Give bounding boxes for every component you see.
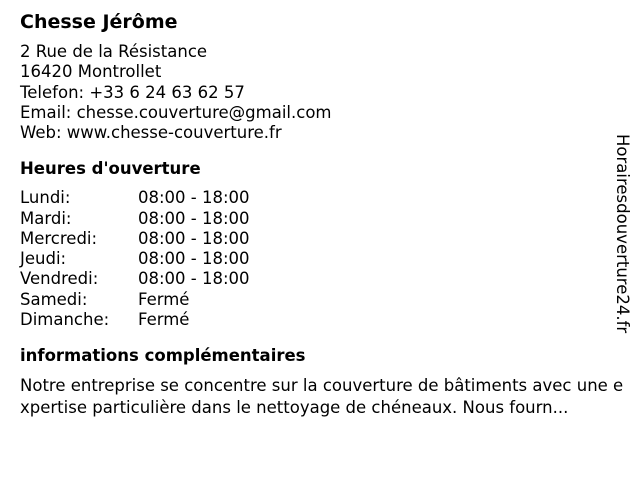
hours-time: 08:00 - 18:00 [138,269,250,289]
hours-day: Jeudi: [20,249,67,269]
hours-row-sunday [20,310,626,330]
email-line: Email: chesse.couverture@gmail.com [20,102,332,122]
business-name: Chesse Jérôme [20,11,178,33]
hours-day: Lundi: [20,188,71,208]
hours-day: Mercredi: [20,228,98,248]
info-description: Notre entreprise se concentre sur la couverture de bâtiments avec une expertise particulière dans le nettoyage de chéneaux. Nous fourn... [20,375,624,417]
hours-time: 08:00 - 18:00 [138,188,250,208]
contact-block [20,42,626,143]
hours-row-thursday [20,249,626,269]
hours-time: 08:00 - 18:00 [138,228,250,248]
hours-day: Vendredi: [20,269,99,289]
hours-time: 08:00 - 18:00 [138,249,250,269]
hours-time: Fermé [138,309,190,329]
hours-row-friday [20,269,626,289]
hours-list [20,188,626,329]
hours-day: Samedi: [20,289,88,309]
hours-day: Dimanche: [20,309,110,329]
hours-row-tuesday [20,209,626,229]
phone-line: Telefon: +33 6 24 63 62 57 [20,82,245,102]
info-heading: informations complémentaires [20,345,306,365]
address-line-street: 2 Rue de la Résistance [20,42,208,61]
address-line-city: 16420 Montrollet [20,62,162,82]
hours-row-monday [20,188,626,208]
web-line: Web: www.chesse-couverture.fr [20,123,282,143]
hours-day: Mardi: [20,208,72,228]
business-card [20,9,626,419]
hours-time: 08:00 - 18:00 [138,208,250,228]
hours-row-saturday [20,290,626,310]
hours-time: Fermé [138,289,190,309]
hours-row-wednesday [20,229,626,249]
site-watermark: Horairesdouverture24.fr [613,134,632,334]
hours-heading: Heures d'ouverture [20,159,201,179]
